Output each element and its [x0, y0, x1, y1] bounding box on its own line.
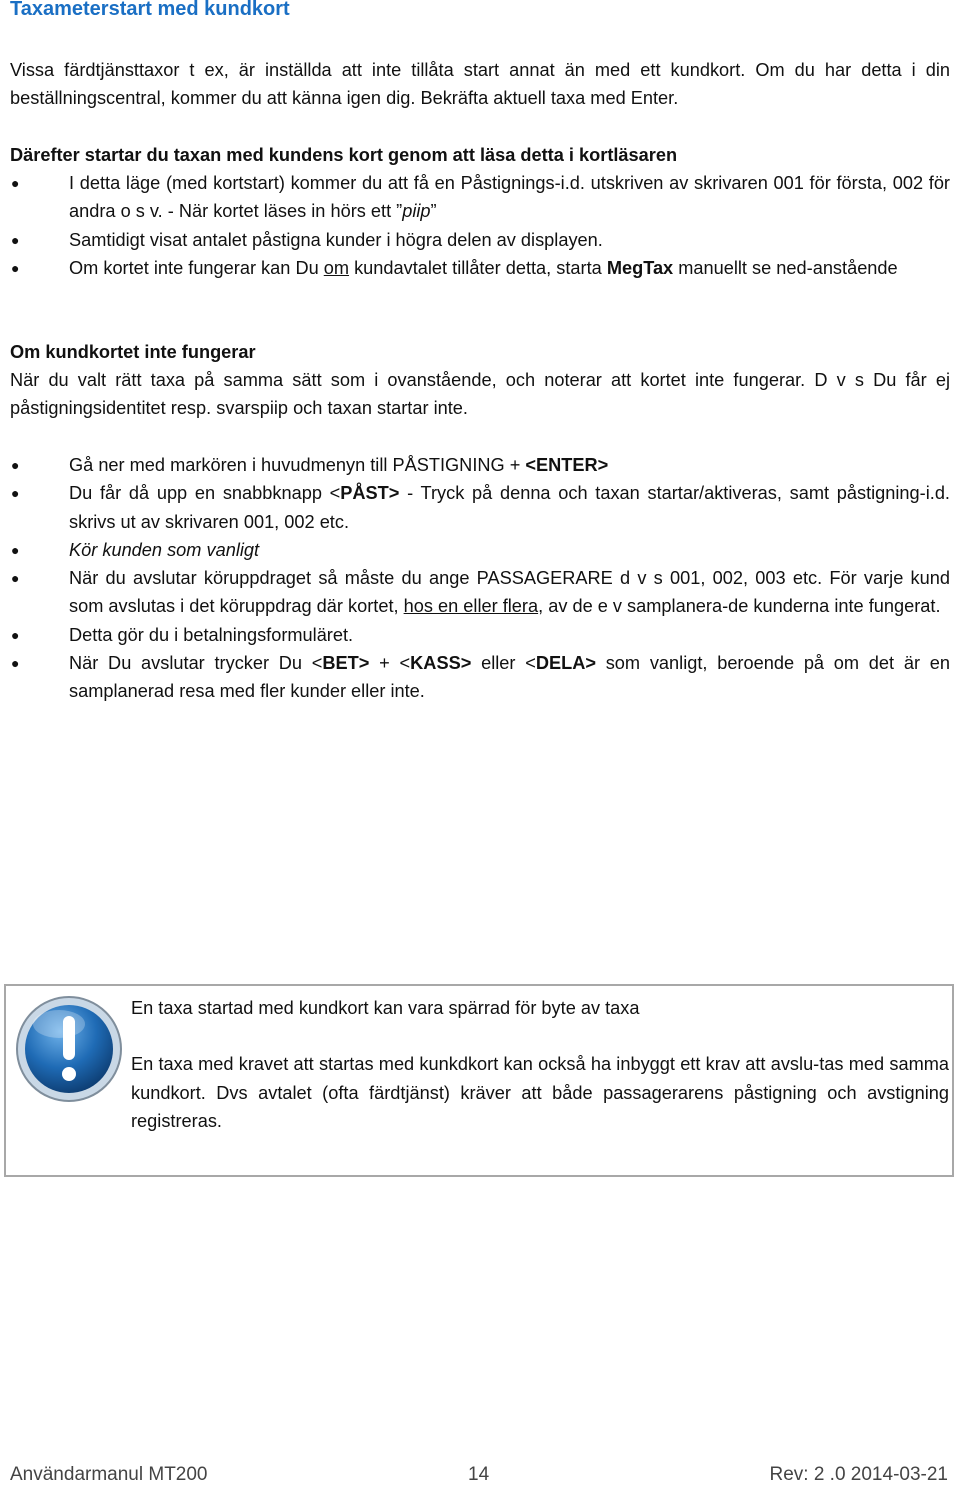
card-start-list [0, 169, 950, 282]
intro-paragraph: Vissa färdtjänsttaxor t ex, är inställda att inte tillåta start annat än med ett kundkort. Om du har detta i din beställningscentral, kommer du att känna igen dig. Bekräfta aktuell taxa med Enter. [10, 60, 950, 109]
bullet-icon: ● [11, 259, 20, 276]
exclamation-icon [14, 994, 124, 1104]
list-item: ● Detta gör du i betalningsformuläret. [0, 621, 950, 649]
footer-revision: Rev: 2 .0 2014-03-21 [769, 1464, 948, 1485]
steps-list [0, 451, 950, 706]
footer-manual-name: Användarmanul MT200 [10, 1464, 208, 1485]
bullet-icon: ● [11, 541, 20, 558]
notice-line-1: En taxa startad med kundkort kan vara spärrad för byte av taxa [131, 998, 640, 1018]
notice-box [4, 984, 954, 1177]
bullet-icon: ● [11, 175, 20, 191]
list-item: ● Gå ner med markören i huvudmenyn till PÅSTIGNING + <ENTER> [0, 451, 950, 479]
list-item: ● När Du avslutar trycker Du <BET> + <KASS> eller <DELA> som vanligt, beroende på om det är en samplanerad resa med fler kunder eller inte. [0, 649, 950, 706]
list-item: ● Om kortet inte fungerar kan Du om kundavtalet tillåter detta, starta MegTax manuellt se ned-anstående [0, 254, 950, 282]
bullet-icon: ● [11, 485, 20, 502]
footer-page-number: 14 [468, 1464, 490, 1485]
list-item: ● I detta läge (med kortstart) kommer du att få en Påstignings-i.d. utskriven av skrivaren 001 för första, 002 för andra o s v. - När kortet läses in hörs ett ”piip” [0, 169, 950, 226]
bullet-icon: ● [11, 231, 20, 248]
list-item: ● Kör kunden som vanligt [0, 536, 950, 564]
bullet-icon: ● [11, 655, 20, 672]
list-item: ● Du får då upp en snabbknapp <PÅST> - Tryck på denna och taxan startar/aktiveras, samt påstigning-i.d. skrivs ut av skrivaren 001, 002 etc. [0, 479, 950, 536]
section-heading-card-start: Därefter startar du taxan med kundens kort genom att läsa detta i kortläsaren [10, 145, 678, 165]
section-heading-card-failure: Om kundkortet inte fungerar [10, 342, 256, 362]
notice-text [131, 994, 949, 1135]
bullet-icon: ● [11, 457, 20, 473]
list-item: ● Samtidigt visat antalet påstigna kunder i högra delen av displayen. [0, 226, 950, 254]
list-item: ● När du avslutar köruppdraget så måste du ange PASSAGERARE d v s 001, 002, 003 etc. För varje kund som avslutas i det köruppdrag där kortet, hos en eller flera, av de e v samplanera-de kunderna inte fungerat. [0, 564, 950, 621]
bullet-icon: ● [11, 626, 20, 643]
bullet-icon: ● [11, 570, 20, 587]
notice-line-2: En taxa med kravet att startas med kunkdkort kan också ha inbyggt ett krav att avslu-tas med samma kundkort. Dvs avtalet (ofta färdtjänst) kräver att både passagerarens påstigning och avstigning registreras. [131, 1054, 949, 1131]
page-title: Taxameterstart med kundkort [10, 0, 290, 20]
card-failure-paragraph: När du valt rätt taxa på samma sätt som i ovanstående, och noterar att kortet inte fungerar. D v s Du får ej påstigningsidentitet resp. svarspiip och taxan startar inte. [10, 370, 950, 419]
